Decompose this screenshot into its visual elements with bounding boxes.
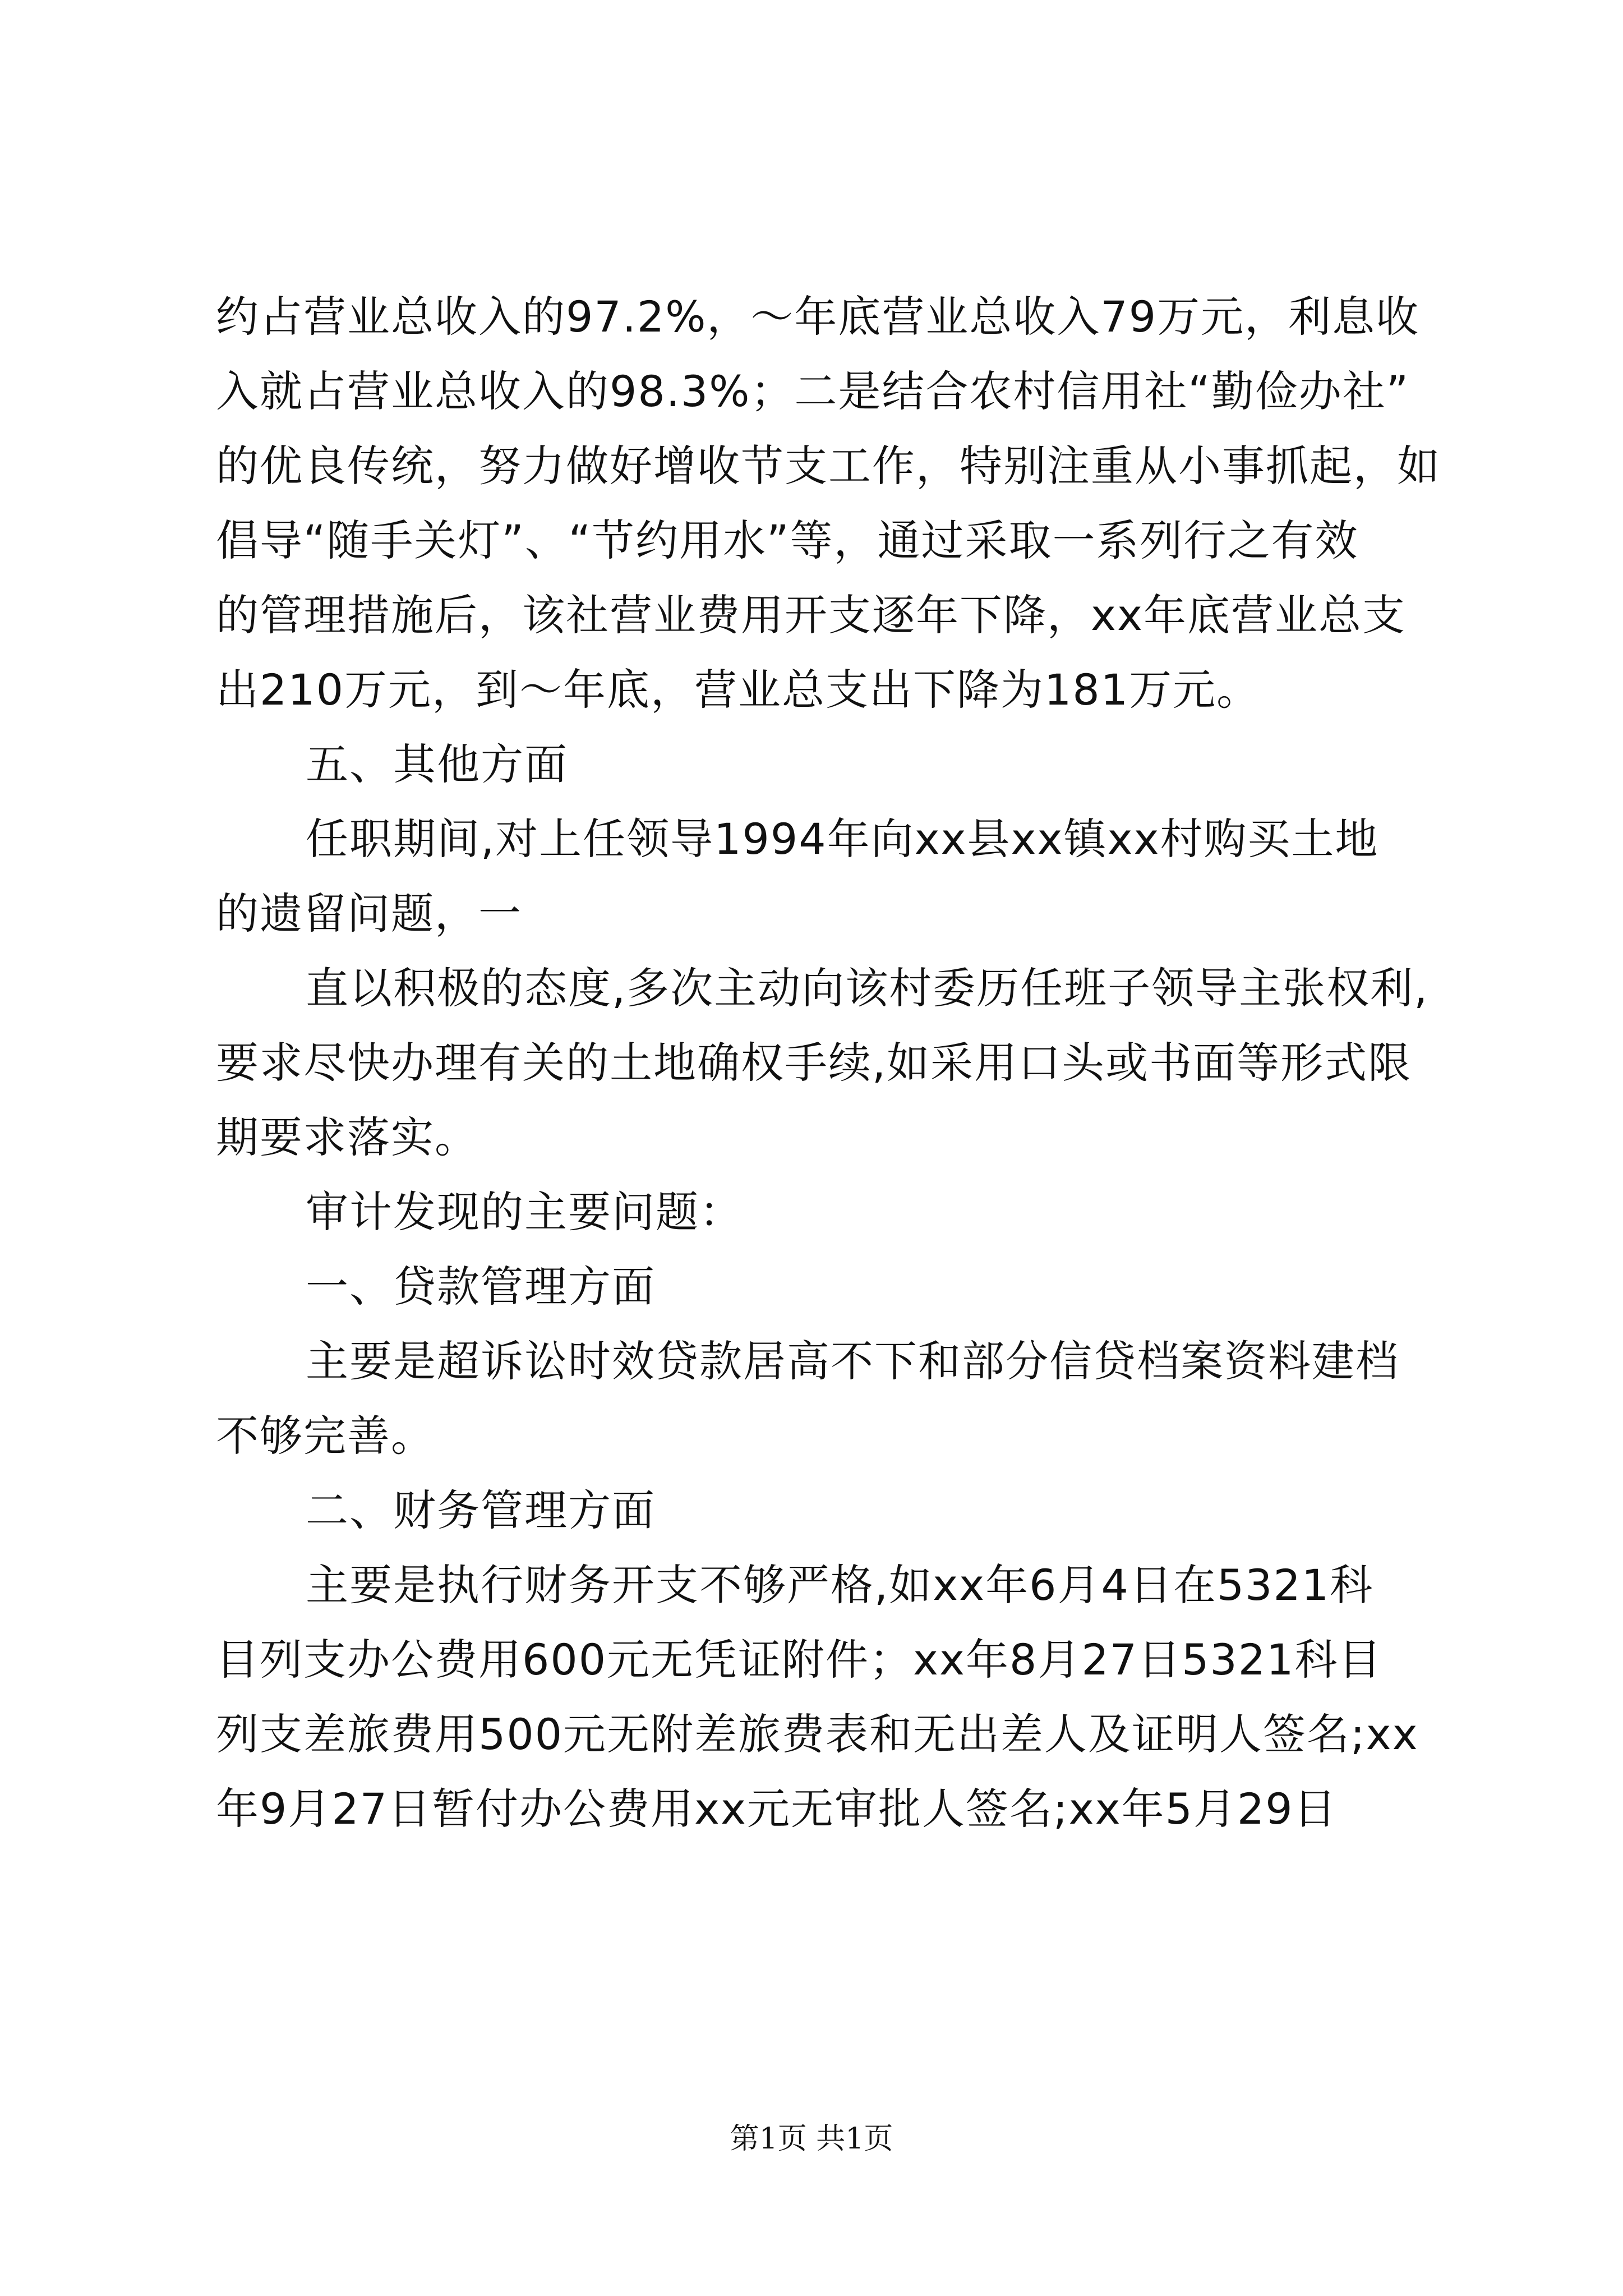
text-line: 出210万元，到～年底，营业总支出下降为181万元。 xyxy=(216,665,1261,715)
text-line: 的优良传统，努力做好增收节支工作，特别注重从小事抓起，如 xyxy=(216,441,1441,491)
text-line: 主要是执行财务开支不够严格,如xx年6月4日在5321科 xyxy=(306,1560,1374,1610)
text-line: 任职期间,对上任领导1994年向xx县xx镇xx村购买土地 xyxy=(306,814,1379,864)
text-line: 年9月27日暂付办公费用xx元无审批人签名;xx年5月29日 xyxy=(216,1784,1338,1834)
page-number: 第1页 共1页 xyxy=(730,2122,893,2156)
text-line: 期要求落实。 xyxy=(216,1112,478,1162)
text-line: 入就占营业总收入的98.3%；二是结合农村信用社“勤俭办社” xyxy=(216,366,1410,416)
text-line: 目列支办公费用600元无凭证附件；xx年8月27日5321科目 xyxy=(216,1635,1382,1685)
text-line: 不够完善。 xyxy=(216,1411,435,1461)
text-line: 列支差旅费用500元无附差旅费表和无出差人及证明人签名;xx xyxy=(216,1709,1419,1759)
section-heading: 一、贷款管理方面 xyxy=(306,1262,656,1312)
text-line: 的遗留问题，一 xyxy=(216,889,522,938)
text-line: 约占营业总收入的97.2%，～年底营业总收入79万元，利息收 xyxy=(216,292,1420,342)
section-heading: 五、其他方面 xyxy=(306,739,568,789)
section-heading: 二、财务管理方面 xyxy=(306,1485,656,1535)
section-heading: 审计发现的主要问题： xyxy=(306,1187,743,1237)
text-line: 的管理措施后，该社营业费用开支逐年下降，xx年底营业总支 xyxy=(216,590,1406,640)
text-line: 要求尽快办理有关的土地确权手续,如采用口头或书面等形式限 xyxy=(216,1038,1412,1088)
text-line: 直以积极的态度,多次主动向该村委历任班子领导主张权利, xyxy=(306,963,1429,1013)
text-line: 主要是超诉讼时效贷款居高不下和部分信贷档案资料建档 xyxy=(306,1336,1399,1386)
text-line: 倡导“随手关灯”、“节约用水”等，通过采取一系列行之有效 xyxy=(216,516,1359,565)
